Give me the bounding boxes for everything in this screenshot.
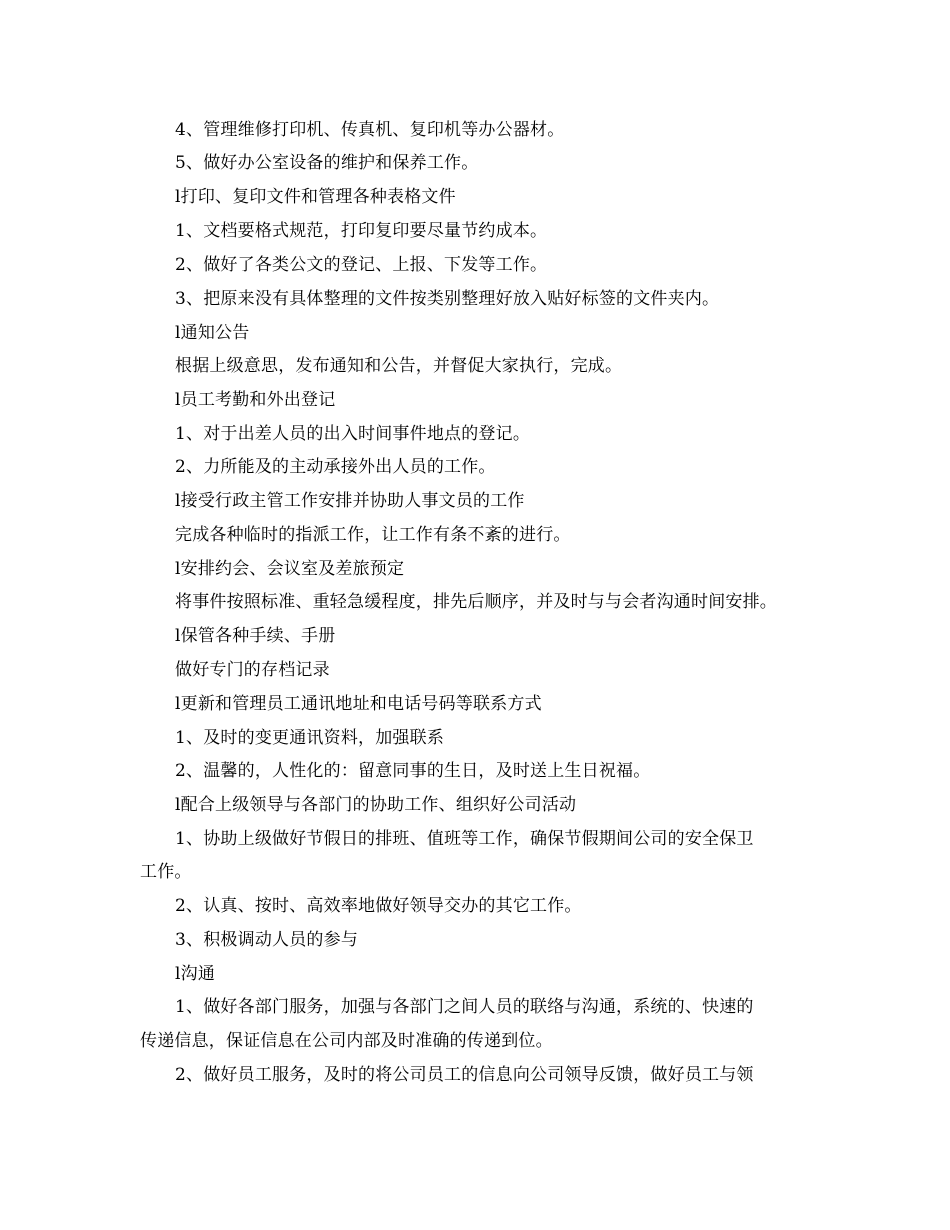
section-heading: l员工考勤和外出登记 <box>175 390 336 410</box>
text-line: 2、温馨的，人性化的：留意同事的生日，及时送上生日祝福。 <box>175 761 651 781</box>
section-heading: l通知公告 <box>175 323 250 343</box>
text-line: 1、文档要格式规范，打印复印要尽量节约成本。 <box>175 221 548 241</box>
text-line: 3、把原来没有具体整理的文件按类别整理好放入贴好标签的文件夹内。 <box>175 289 720 309</box>
text-line: 2、做好了各类公文的登记、上报、下发等工作。 <box>175 255 548 275</box>
text-line: 1、及时的变更通讯资料，加强联系 <box>175 728 445 748</box>
text-line: 1、做好各部门服务，加强与各部门之间人员的联络与沟通，系统的、快速的 <box>175 997 754 1017</box>
text-line: 2、做好员工服务，及时的将公司员工的信息向公司领导反馈，做好员工与领 <box>175 1065 754 1085</box>
text-line: 工作。 <box>140 862 192 882</box>
section-heading: l接受行政主管工作安排并协助人事文员的工作 <box>175 491 525 511</box>
text-line: 1、对于出差人员的出入时间事件地点的登记。 <box>175 424 531 444</box>
text-line: 1、协助上级做好节假日的排班、值班等工作，确保节假期间公司的安全保卫 <box>175 829 754 849</box>
text-line: 做好专门的存档记录 <box>175 660 330 680</box>
text-line: 完成各种临时的指派工作，让工作有条不紊的进行。 <box>175 525 571 545</box>
text-line: 4、管理维修打印机、传真机、复印机等办公器材。 <box>175 120 565 140</box>
text-line: 传递信息，保证信息在公司内部及时准确的传递到位。 <box>140 1031 553 1051</box>
text-line: 2、认真、按时、高效率地做好领导交办的其它工作。 <box>175 896 582 916</box>
text-line: 5、做好办公室设备的维护和保养工作。 <box>175 153 479 173</box>
text-line: 3、积极调动人员的参与 <box>175 930 359 950</box>
section-heading: l保管各种手续、手册 <box>175 626 336 646</box>
section-heading: l更新和管理员工通讯地址和电话号码等联系方式 <box>175 694 542 714</box>
text-line: 根据上级意思，发布通知和公告，并督促大家执行，完成。 <box>175 356 623 376</box>
section-heading: l沟通 <box>175 964 216 984</box>
section-heading: l安排约会、会议室及差旅预定 <box>175 559 405 579</box>
text-line: 将事件按照标准、重轻急缓程度，排先后顺序，并及时与与会者沟通时间安排。 <box>175 592 777 612</box>
section-heading: l配合上级领导与各部门的协助工作、组织好公司活动 <box>175 795 577 815</box>
text-line: 2、力所能及的主动承接外出人员的工作。 <box>175 457 496 477</box>
section-heading: l打印、复印文件和管理各种表格文件 <box>175 187 456 207</box>
